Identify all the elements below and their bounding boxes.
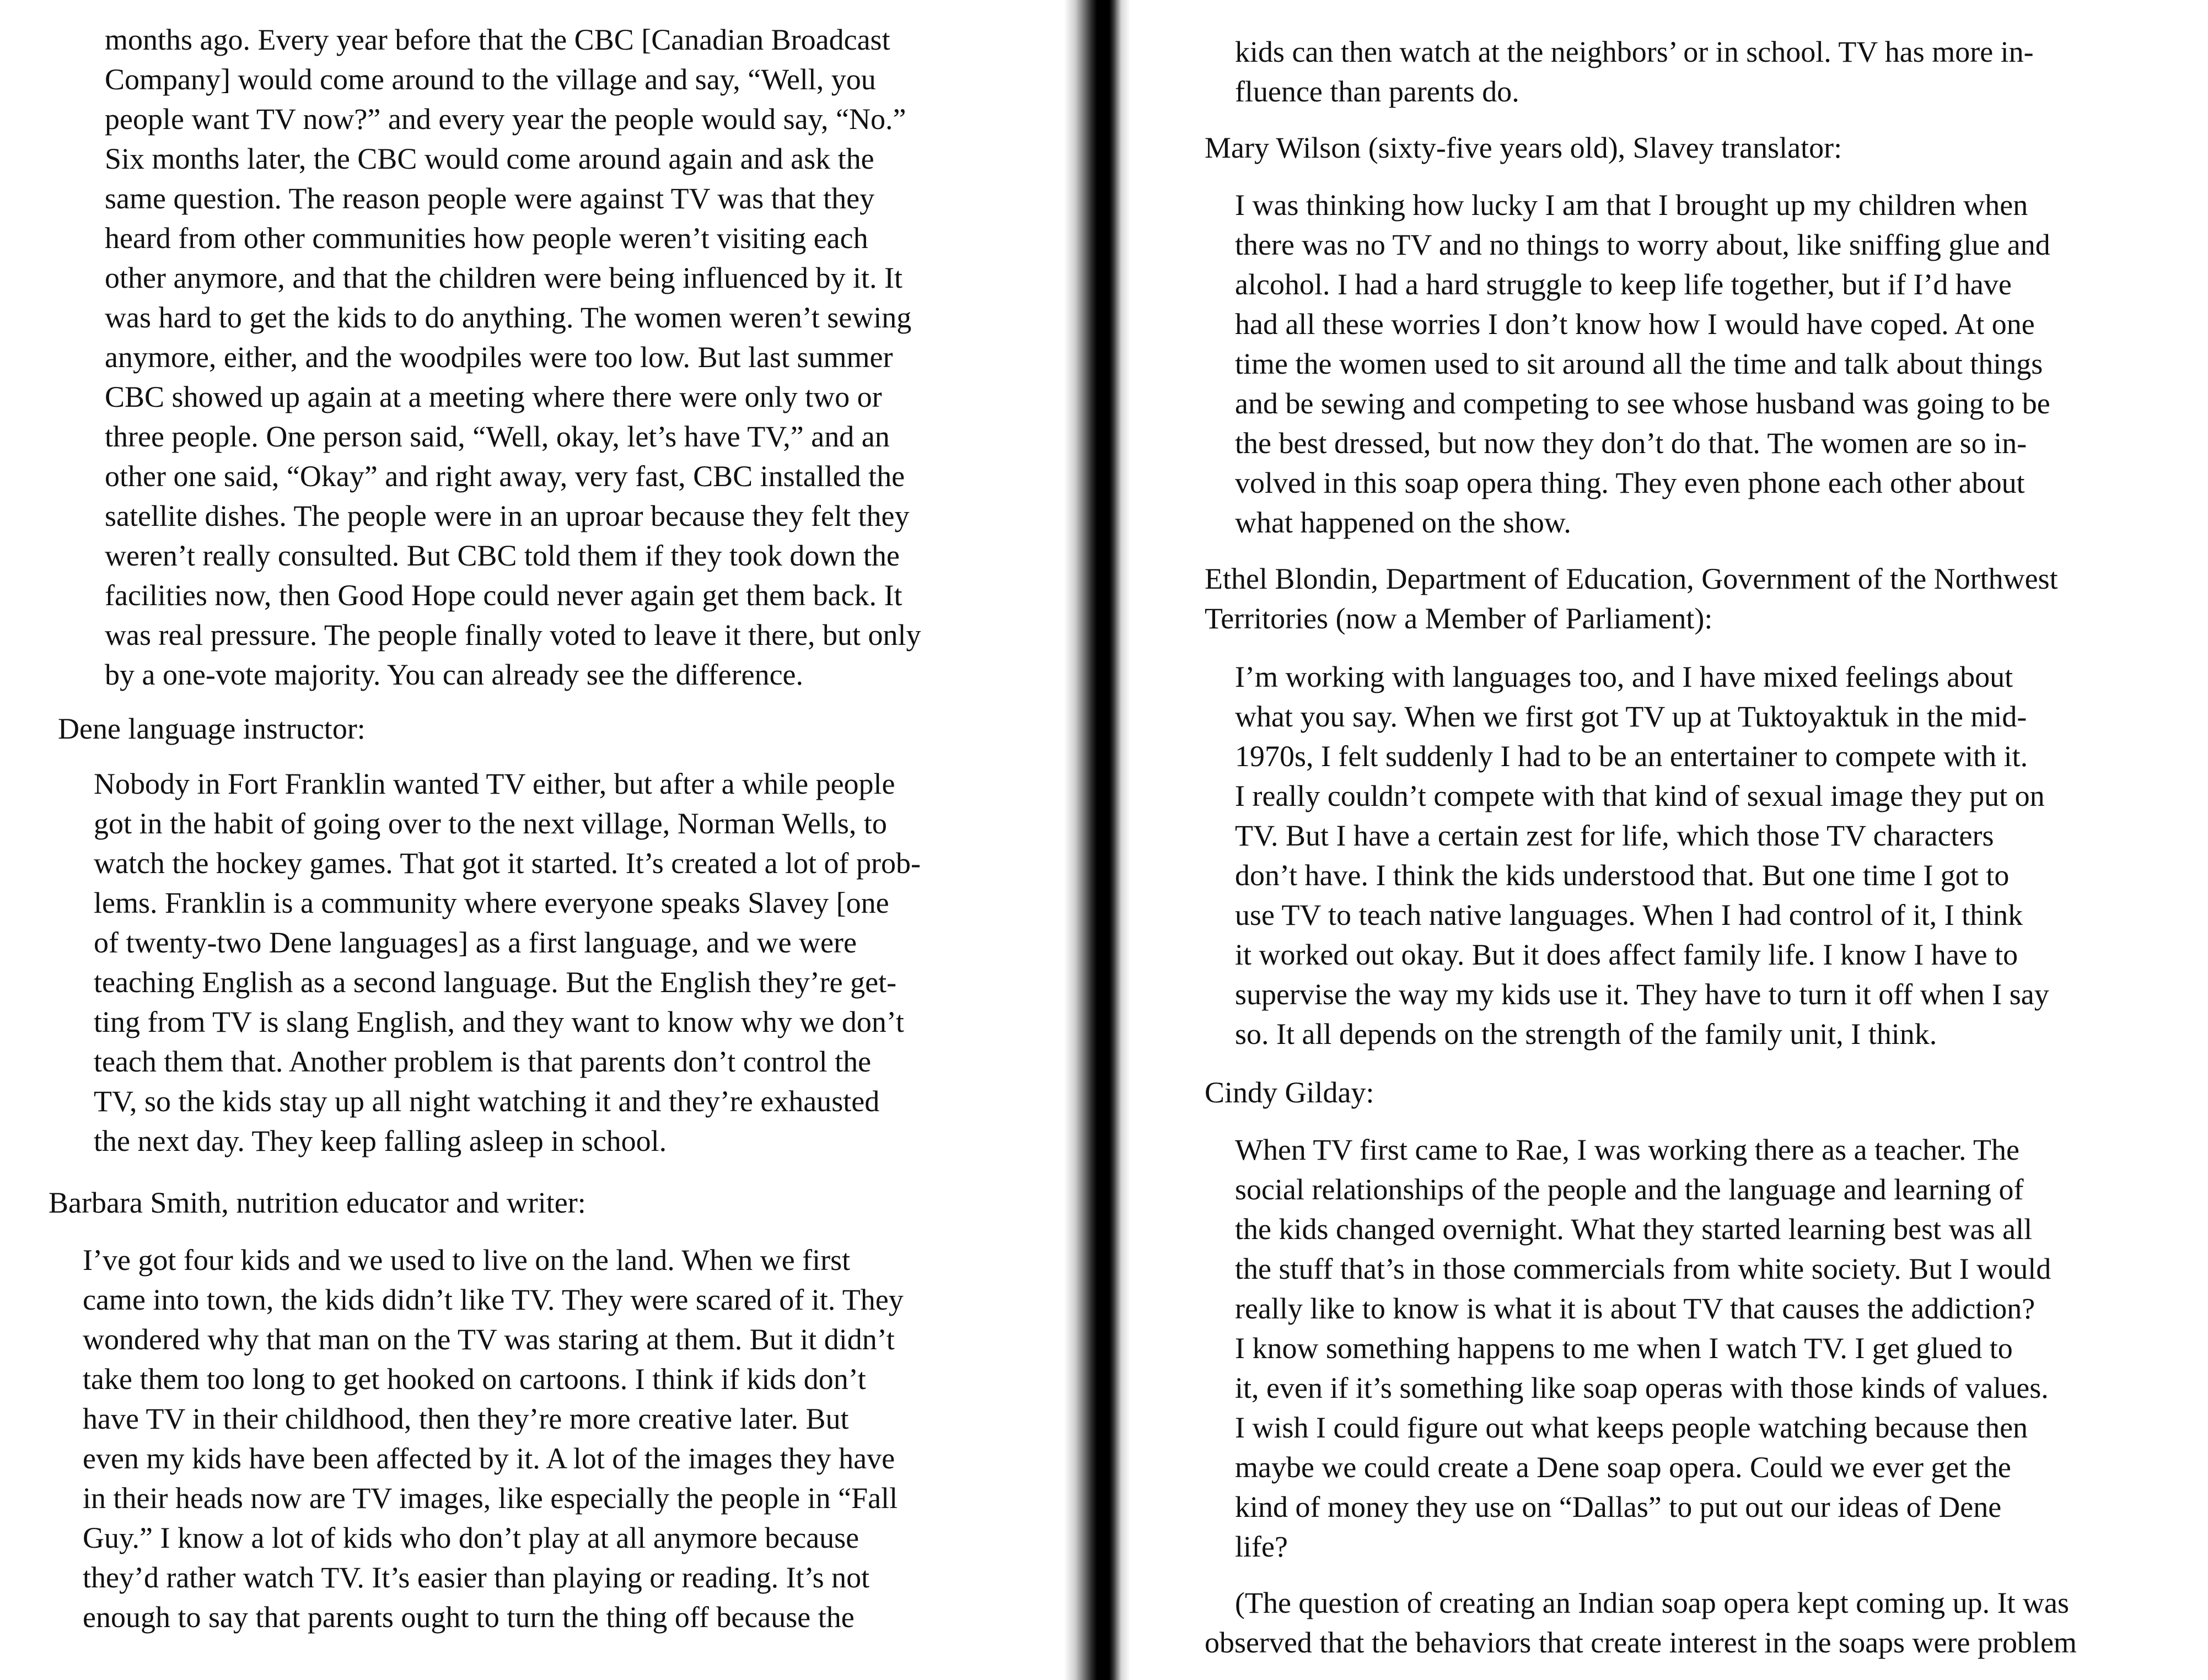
text-line: the kids changed overnight. What they started learning best was all	[1235, 1213, 2033, 1246]
text-line: other anymore, and that the children were being influenced by it. It	[105, 261, 902, 294]
text-line: observed that the behaviors that create interest in the soaps were problem	[1205, 1626, 2077, 1659]
text-line: ting from TV is slang English, and they want to know why we don’t	[94, 1005, 904, 1038]
text-line: had all these worries I don’t know how I would have coped. At one	[1235, 308, 2035, 341]
speaker-label: Ethel Blondin, Department of Education, Government of the Northwest	[1205, 562, 2058, 595]
text-line: the best dressed, but now they don’t do that. The women are so in-	[1235, 427, 2027, 460]
text-line: what happened on the show.	[1235, 506, 1571, 539]
text-line: TV, so the kids stay up all night watching it and they’re exhausted	[94, 1085, 880, 1118]
text-line: Guy.” I know a lot of kids who don’t play at all anymore because	[83, 1521, 859, 1554]
text-line: CBC showed up again at a meeting where there were only two or	[105, 380, 882, 413]
text-line: it worked out okay. But it does affect family life. I know I have to	[1235, 938, 2018, 971]
text-line: I really couldn’t compete with that kind of sexual image they put on	[1235, 779, 2045, 812]
text-line: the next day. They keep falling asleep in school.	[94, 1124, 667, 1157]
text-line: Company] would come around to the village and say, “Well, you	[105, 63, 876, 96]
text-line: so. It all depends on the strength of the family unit, I think.	[1235, 1017, 1937, 1051]
text-line: I was thinking how lucky I am that I brought up my children when	[1235, 189, 2028, 222]
text-line: it, even if it’s something like soap operas with those kinds of values.	[1235, 1371, 2049, 1404]
text-line: alcohol. I had a hard struggle to keep life together, but if I’d have	[1235, 268, 2012, 301]
text-line: got in the habit of going over to the next village, Norman Wells, to	[94, 807, 887, 840]
text-line: volved in this soap opera thing. They even phone each other about	[1235, 466, 2025, 499]
text-line: facilities now, then Good Hope could never again get them back. It	[105, 579, 902, 612]
text-line: maybe we could create a Dene soap opera. Could we ever get the	[1235, 1451, 2011, 1484]
text-line: Six months later, the CBC would come around again and ask the	[105, 142, 874, 175]
text-line: kind of money they use on “Dallas” to put out our ideas of Dene	[1235, 1490, 2002, 1523]
text-line: in their heads now are TV images, like especially the people in “Fall	[83, 1482, 898, 1515]
text-line: was real pressure. The people finally voted to leave it there, but only	[105, 618, 921, 651]
text-line: teaching English as a second language. But the English they’re get-	[94, 966, 897, 999]
book-gutter-shadow	[1064, 0, 1130, 1680]
text-line: what you say. When we first got TV up at Tuktoyaktuk in the mid-	[1235, 700, 2027, 733]
text-line: other one said, “Okay” and right away, very fast, CBC installed the	[105, 460, 905, 493]
text-line: I’ve got four kids and we used to live on the land. When we first	[83, 1243, 851, 1277]
text-line: satellite dishes. The people were in an uproar because they felt they	[105, 499, 910, 532]
text-line: enough to say that parents ought to turn the thing off because the	[83, 1601, 855, 1634]
text-line: supervise the way my kids use it. They have to turn it off when I say	[1235, 978, 2049, 1011]
text-line: 1970s, I felt suddenly I had to be an entertainer to compete with it.	[1235, 740, 2028, 773]
speaker-label: Cindy Gilday:	[1205, 1076, 1374, 1109]
text-line: even my kids have been affected by it. A lot of the images they have	[83, 1442, 895, 1475]
text-line: they’d rather watch TV. It’s easier than playing or reading. It’s not	[83, 1561, 870, 1594]
text-line: When TV first came to Rae, I was working there as a teacher. The	[1235, 1133, 2019, 1166]
text-line: use TV to teach native languages. When I had control of it, I think	[1235, 898, 2023, 931]
text-line: (The question of creating an Indian soap opera kept coming up. It was	[1235, 1586, 2070, 1619]
text-line: teach them that. Another problem is that parents don’t control the	[94, 1045, 872, 1078]
text-line: the stuff that’s in those commercials from white society. But I would	[1235, 1252, 2051, 1285]
speaker-label: Territories (now a Member of Parliament):	[1205, 602, 1713, 635]
text-line: anymore, either, and the woodpiles were too low. But last summer	[105, 341, 893, 374]
text-line: and be sewing and competing to see whose husband was going to be	[1235, 387, 2050, 420]
text-line: three people. One person said, “Well, okay, let’s have TV,” and an	[105, 420, 890, 453]
text-line: I’m working with languages too, and I have mixed feelings about	[1235, 660, 2013, 693]
text-line: social relationships of the people and the language and learning of	[1235, 1173, 2024, 1206]
text-line: take them too long to get hooked on cartoons. I think if kids don’t	[83, 1363, 866, 1396]
text-line: Nobody in Fort Franklin wanted TV either, but after a while people	[94, 767, 895, 800]
text-line: don’t have. I think the kids understood that. But one time I got to	[1235, 859, 2010, 892]
text-line: heard from other communities how people weren’t visiting each	[105, 222, 868, 255]
text-line: came into town, the kids didn’t like TV. They were scared of it. They	[83, 1283, 904, 1316]
text-line: really like to know is what it is about TV that causes the addiction?	[1235, 1292, 2035, 1325]
text-line: have TV in their childhood, then they’re more creative later. But	[83, 1402, 849, 1435]
speaker-label: Dene language instructor:	[58, 712, 366, 745]
text-line: TV. But I have a certain zest for life, which those TV characters	[1235, 819, 1994, 852]
text-line: was hard to get the kids to do anything. The women weren’t sewing	[105, 301, 912, 334]
text-line: watch the hockey games. That got it started. It’s created a lot of prob-	[94, 847, 921, 880]
speaker-label: Mary Wilson (sixty-five years old), Slavey translator:	[1205, 131, 1842, 164]
text-line: by a one-vote majority. You can already see the difference.	[105, 658, 804, 691]
speaker-label: Barbara Smith, nutrition educator and writer:	[49, 1186, 586, 1219]
right-page	[1130, 0, 2208, 1680]
text-line: kids can then watch at the neighbors’ or in school. TV has more in-	[1235, 35, 2034, 68]
text-line: time the women used to sit around all the time and talk about things	[1235, 347, 2043, 380]
text-line: wondered why that man on the TV was staring at them. But it didn’t	[83, 1323, 895, 1356]
text-line: same question. The reason people were against TV was that they	[105, 182, 875, 215]
text-line: life?	[1235, 1530, 1288, 1563]
text-line: people want TV now?” and every year the people would say, “No.”	[105, 103, 906, 136]
text-line: months ago. Every year before that the CBC [Canadian Broadcast	[105, 23, 890, 56]
left-page	[0, 0, 1064, 1680]
text-line: I know something happens to me when I watch TV. I get glued to	[1235, 1332, 2013, 1365]
text-line: fluence than parents do.	[1235, 75, 1519, 108]
text-line: I wish I could figure out what keeps people watching because then	[1235, 1411, 2028, 1444]
text-line: weren’t really consulted. But CBC told them if they took down the	[105, 539, 900, 572]
text-line: lems. Franklin is a community where everyone speaks Slavey [one	[94, 886, 889, 919]
text-line: of twenty-two Dene languages] as a first language, and we were	[94, 926, 857, 959]
text-line: there was no TV and no things to worry about, like sniffing glue and	[1235, 228, 2050, 261]
